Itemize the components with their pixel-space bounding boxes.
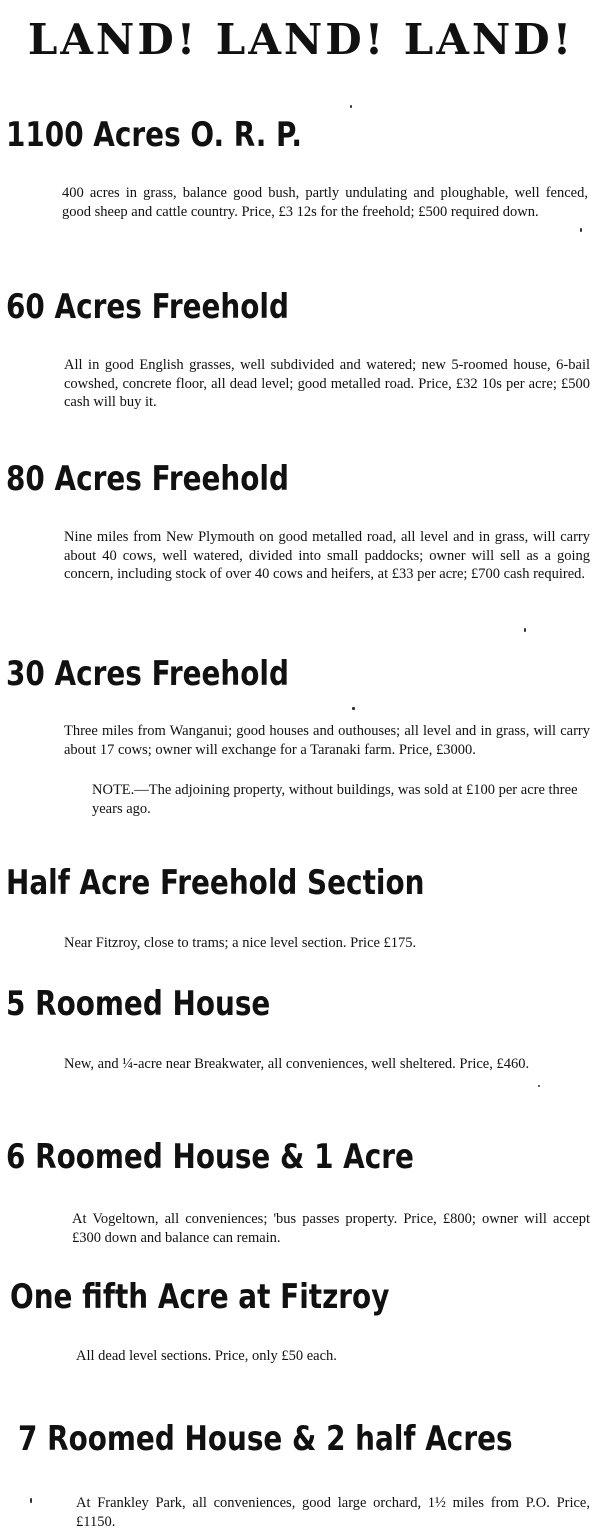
listing-heading: One fifth Acre at Fitzroy xyxy=(10,1277,390,1317)
print-speck xyxy=(580,228,582,232)
listing-body: All in good English grasses, well subdivided and watered; new 5-roomed house, 6-bail cowshed, concrete floor, all dead level; good metalled road. Price, £32 10s per acre; £500 cash will buy it. xyxy=(64,357,590,410)
listing-body: New, and ¼-acre near Breakwater, all conveniences, well sheltered. Price, £460. xyxy=(64,1056,530,1072)
banner-title: LAND! LAND! LAND! xyxy=(27,15,575,64)
listing-body: Near Fitzroy, close to trams; a nice level section. Price £175. xyxy=(64,935,417,951)
listing-body: At Frankley Park, all conveniences, good large orchard, 1½ miles from P.O. Price, £1150. xyxy=(76,1495,590,1530)
listing-heading: 80 Acres Freehold xyxy=(6,459,289,499)
listing-body: At Vogeltown, all conveniences; 'bus passes property. Price, £800; owner will accept £300 down and balance can remain. xyxy=(72,1211,590,1246)
print-speck xyxy=(352,707,355,710)
print-speck xyxy=(538,1085,540,1087)
listing-heading: 1100 Acres O. R. P. xyxy=(6,115,302,155)
listing-body: 400 acres in grass, balance good bush, partly undulating and ploughable, well fenced, good sheep and cattle country. Price, £3 12s for the freehold; £500 required down. xyxy=(62,185,588,220)
listing-heading: Half Acre Freehold Section xyxy=(6,863,425,903)
listing-heading: 30 Acres Freehold xyxy=(6,654,289,694)
print-speck xyxy=(524,628,526,632)
listing-note: NOTE.—The adjoining property, without buildings, was sold at £100 per acre three years ago. xyxy=(92,782,578,817)
listing-heading: 60 Acres Freehold xyxy=(6,287,289,327)
print-speck xyxy=(30,1498,32,1503)
print-speck xyxy=(350,105,352,108)
listing-body: Three miles from Wanganui; good houses and outhouses; all level and in grass, will carry about 17 cows; owner will exchange for a Taranaki farm. Price, £3000. xyxy=(64,723,590,758)
listing-heading: 6 Roomed House & 1 Acre xyxy=(6,1137,414,1177)
listing-heading: 7 Roomed House & 2 half Acres xyxy=(18,1419,513,1459)
listing-body: All dead level sections. Price, only £50 each. xyxy=(76,1348,337,1364)
listing-heading: 5 Roomed House xyxy=(6,984,271,1024)
listing-body: Nine miles from New Plymouth on good metalled road, all level and in grass, will carry about 40 cows, well watered, divided into small paddocks; owner will sell as a going concern, including stock of over 40 cows and heifers, at £33 per acre; £700 cash required. xyxy=(64,529,590,582)
